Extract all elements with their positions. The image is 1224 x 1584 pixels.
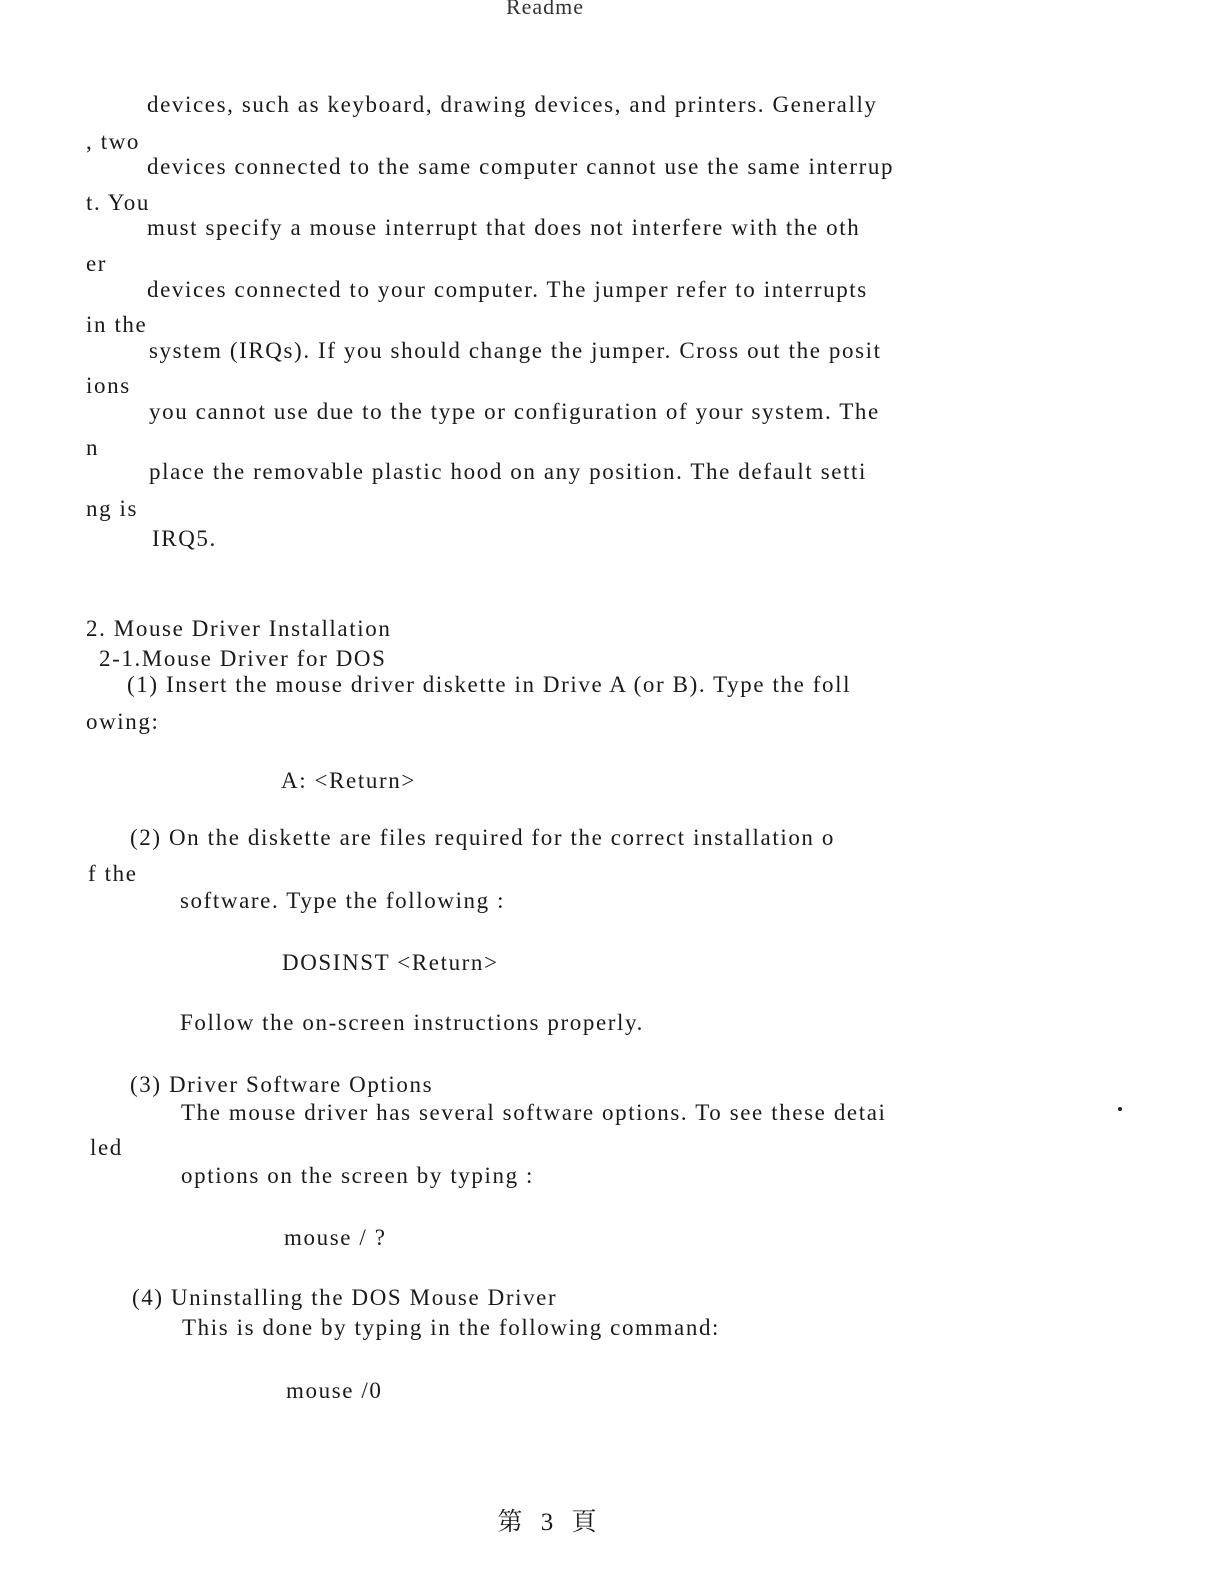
command-line: mouse / ? [284, 1225, 387, 1250]
text-line: devices connected to the same computer cannot use the same interrup [147, 154, 895, 179]
page-number: 第 3 頁 [497, 1509, 603, 1536]
text-line: Follow the on-screen instructions properly. [180, 1010, 644, 1035]
text-line: (3) Driver Software Options [130, 1072, 434, 1097]
text-line: f the [88, 861, 138, 886]
text-line: place the removable plastic hood on any position. The default setti [149, 459, 868, 484]
text-line: ng is [86, 496, 139, 521]
text-line: owing: [86, 709, 160, 734]
text-line: must specify a mouse interrupt that does not interfere with the oth [147, 215, 861, 240]
stray-mark [1118, 1107, 1122, 1111]
text-line: devices, such as keyboard, drawing devices, and printers. Generally [147, 92, 878, 117]
text-line: software. Type the following : [180, 888, 506, 913]
text-line: (2) On the diskette are files required for the correct installation o [130, 825, 835, 850]
text-line: devices connected to your computer. The jumper refer to interrupts [147, 277, 868, 302]
command-line: A: <Return> [281, 768, 416, 793]
text-line: system (IRQs). If you should change the jumper. Cross out the posit [149, 338, 882, 363]
text-line: t. You [86, 190, 150, 215]
text-line: you cannot use due to the type or configuration of your system. The [149, 399, 880, 424]
text-line: led [90, 1135, 123, 1160]
text-line: (1) Insert the mouse driver diskette in Drive A (or B). Type the foll [127, 672, 852, 697]
section-heading: 2. Mouse Driver Installation [86, 616, 392, 641]
subsection-heading: 2-1.Mouse Driver for DOS [99, 646, 387, 671]
text-line: The mouse driver has several software options. To see these detai [181, 1100, 887, 1125]
page-header: Readme [505, 0, 585, 19]
text-line: ions [86, 373, 131, 398]
command-line: DOSINST <Return> [282, 950, 499, 975]
text-line: , two [86, 129, 140, 154]
text-line: This is done by typing in the following command: [182, 1315, 721, 1340]
text-line: n [86, 435, 100, 460]
text-line: (4) Uninstalling the DOS Mouse Driver [132, 1285, 558, 1310]
text-line: er [86, 251, 108, 276]
command-line: mouse /0 [286, 1378, 383, 1403]
text-line: IRQ5. [152, 526, 217, 551]
text-line: options on the screen by typing : [181, 1163, 535, 1188]
text-line: in the [86, 312, 148, 337]
